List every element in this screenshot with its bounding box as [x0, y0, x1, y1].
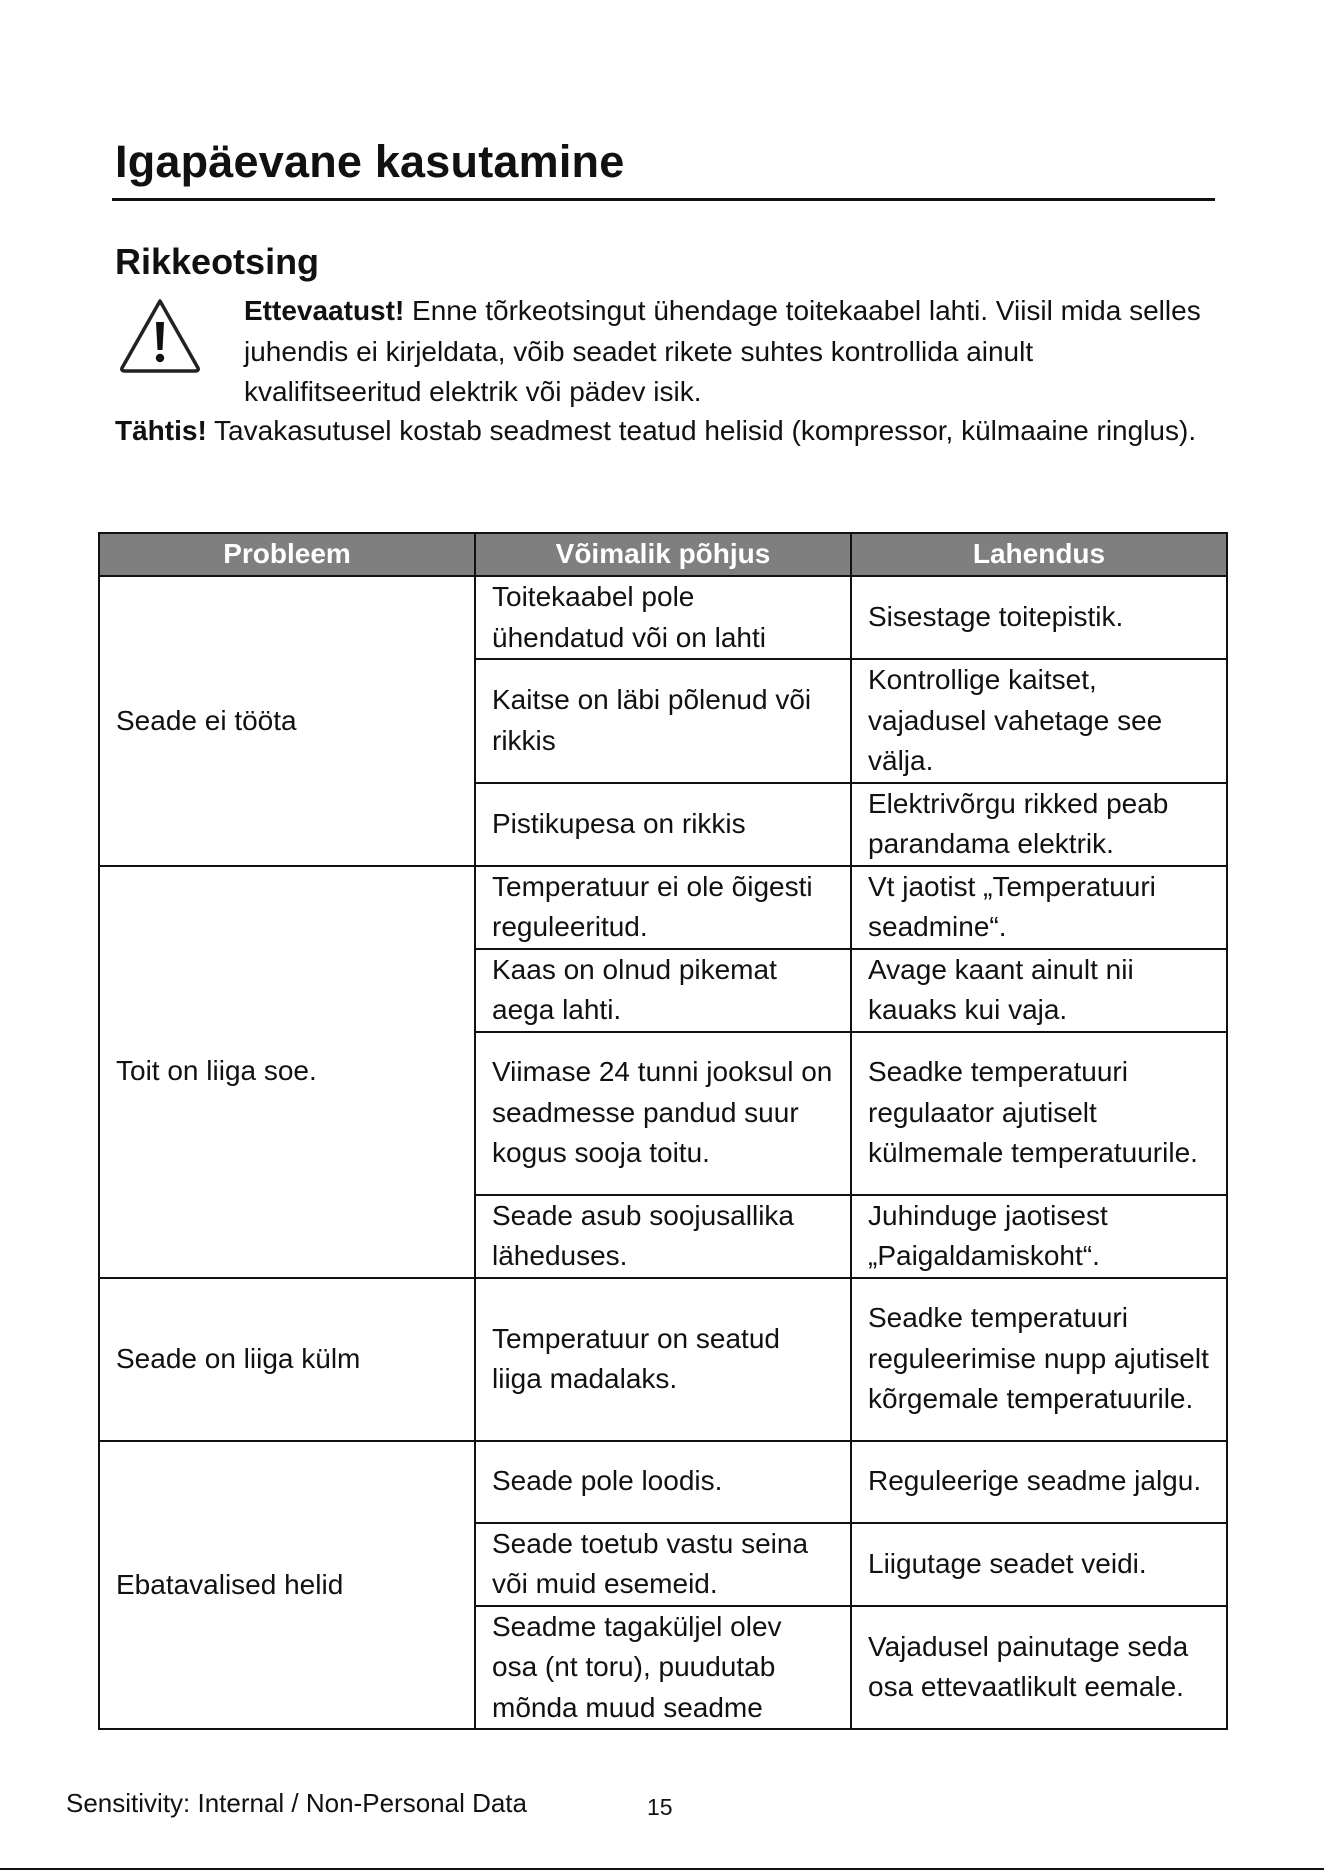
section-title: Rikkeotsing — [115, 241, 320, 282]
problem-cell: Seade ei tööta — [99, 576, 475, 866]
solution-cell: Kontrollige kaitset, vajadusel vahetage see välja. — [851, 659, 1227, 783]
problem-cell: Toit on liiga soe. — [99, 866, 475, 1278]
problem-cell: Seade on liiga külm — [99, 1278, 475, 1441]
page-number: 15 — [647, 1794, 673, 1820]
cause-cell: Seadme tagaküljel olev osa (nt toru), puudutab mõnda muud seadme — [475, 1606, 851, 1730]
solution-cell: Elektrivõrgu rikked peab parandama elektrik. — [851, 783, 1227, 866]
cause-cell: Temperatuur on seatud liiga madalaks. — [475, 1278, 851, 1441]
cause-cell: Seade pole loodis. — [475, 1441, 851, 1523]
table-row — [99, 866, 1227, 949]
solution-cell: Sisestage toitepistik. — [851, 576, 1227, 659]
cause-cell: Viimase 24 tunni jooksul on seadmesse pandud suur kogus sooja toitu. — [475, 1032, 851, 1195]
header-problem: Probleem — [99, 533, 475, 576]
solution-cell: Avage kaant ainult nii kauaks kui vaja. — [851, 949, 1227, 1032]
warning-triangle-icon — [117, 296, 203, 374]
caution-note — [244, 291, 1214, 413]
solution-cell: Vajadusel painutage seda osa ettevaatlikult eemale. — [851, 1606, 1227, 1730]
caution-text: Enne tõrkeotsingut ühendage toitekaabel lahti. Viisil mida selles juhendis ei kirjeldata, võib seadet rikete suhtes kontrollida ainult kvalifitseeritud elektrik või pädev isik. — [244, 295, 1201, 407]
header-cause: Võimalik põhjus — [475, 533, 851, 576]
title-divider — [112, 198, 1215, 201]
problem-cell: Ebatavalised helid — [99, 1441, 475, 1730]
table-row — [99, 576, 1227, 659]
table-header-row — [99, 533, 1227, 576]
solution-cell: Seadke temperatuuri reguleerimise nupp ajutiselt kõrgemale temperatuurile. — [851, 1278, 1227, 1441]
cause-cell: Toitekaabel pole ühendatud või on lahti — [475, 576, 851, 659]
solution-cell: Vt jaotist „Temperatuuri seadmine“. — [851, 866, 1227, 949]
caution-label: Ettevaatust! — [244, 295, 405, 326]
cause-cell: Kaas on olnud pikemat aega lahti. — [475, 949, 851, 1032]
page-title: Igapäevane kasutamine — [115, 136, 625, 187]
solution-cell: Reguleerige seadme jalgu. — [851, 1441, 1227, 1523]
important-text: Tavakasutusel kostab seadmest teatud helisid (kompressor, külmaaine ringlus). — [206, 415, 1197, 446]
important-label: Tähtis! — [115, 415, 207, 446]
sensitivity-label: Sensitivity: Internal / Non-Personal Data — [66, 1788, 527, 1818]
header-solution: Lahendus — [851, 533, 1227, 576]
cause-cell: Seade toetub vastu seina või muid esemeid. — [475, 1523, 851, 1606]
important-note — [115, 411, 1205, 452]
solution-cell: Seadke temperatuuri regulaator ajutiselt külmemale temperatuurile. — [851, 1032, 1227, 1195]
cause-cell: Temperatuur ei ole õigesti reguleeritud. — [475, 866, 851, 949]
bottom-divider — [0, 1868, 1324, 1870]
solution-cell: Juhinduge jaotisest „Paigaldamiskoht“. — [851, 1195, 1227, 1278]
solution-cell: Liigutage seadet veidi. — [851, 1523, 1227, 1606]
cause-cell: Seade asub soojusallika läheduses. — [475, 1195, 851, 1278]
cause-cell: Kaitse on läbi põlenud või rikkis — [475, 659, 851, 783]
cause-cell: Pistikupesa on rikkis — [475, 783, 851, 866]
troubleshooting-table — [98, 532, 1228, 1730]
table-row — [99, 1441, 1227, 1523]
table-row — [99, 1278, 1227, 1441]
